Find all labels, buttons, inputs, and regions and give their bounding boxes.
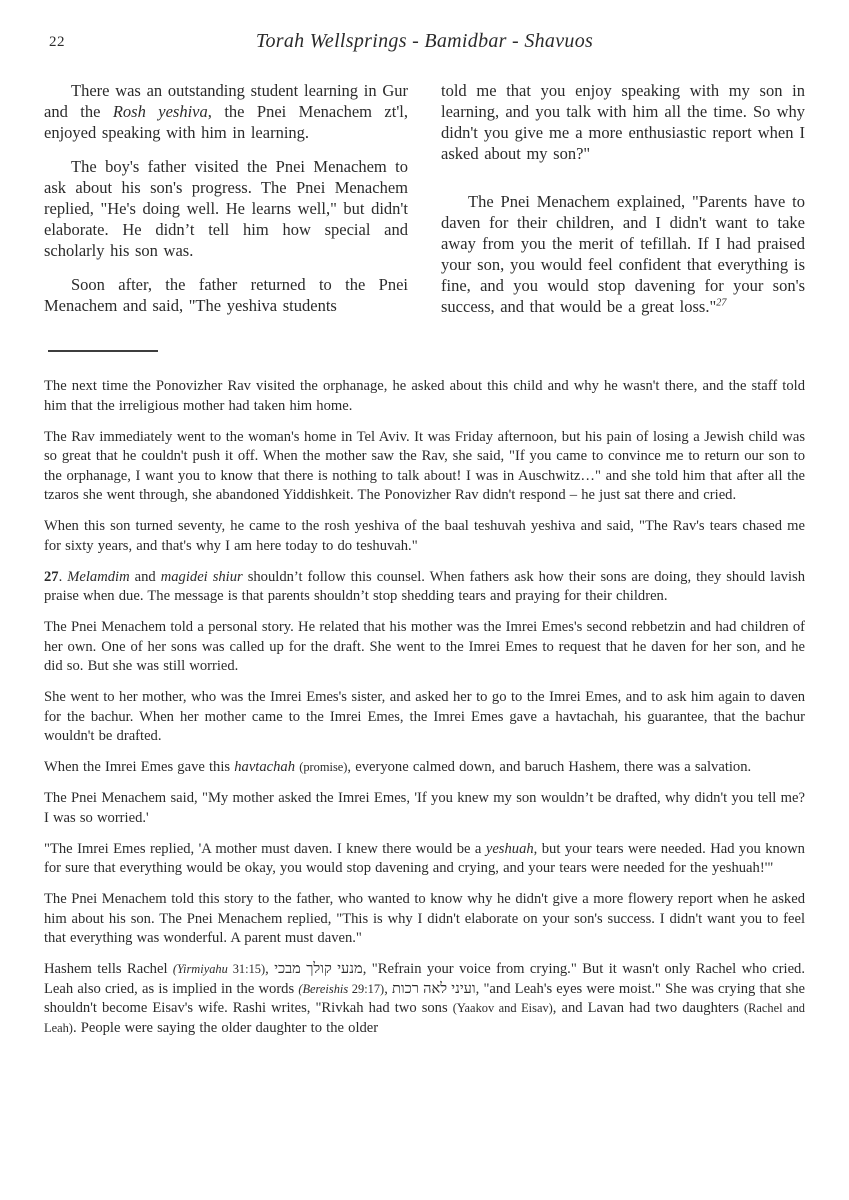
text-segment: The Pnei Menachem explained, "Parents have to daven for their children, and I didn't want to take away from you the merit of tefillah. If I had praised your son, you would feel confident that everything is fine, and you would stop davening for your son's success, and that would be a great loss." [441, 192, 805, 316]
hebrew-phrase: מנעי קולך מבכי [274, 961, 363, 977]
left-column [44, 80, 408, 317]
text-segment: and [129, 568, 161, 585]
footnote-reference: 27 [716, 297, 727, 309]
page-header [44, 30, 805, 60]
text-segment: (promise) [299, 760, 348, 774]
paragraph [44, 517, 805, 556]
text-segment: When the Imrei Emes gave this [44, 759, 235, 775]
text-segment: (Yaakov and Eisav) [452, 1001, 553, 1015]
text-segment: . [58, 568, 68, 585]
text-segment: , and Lavan had two daughters [552, 1000, 744, 1016]
text-segment: 31:15) [227, 962, 266, 976]
main-text [44, 80, 805, 317]
footnote-number: 27 [44, 568, 59, 585]
paragraph [44, 428, 805, 506]
text-segment: , the Pnei Menachem zt'l, enjoyed speaking with him in learning. [44, 102, 408, 142]
paragraph [44, 789, 805, 828]
paragraph [44, 274, 408, 316]
text-segment: shouldn’t follow this counsel. When fathers ask how their sons are doing, they should lavish praise when due. The message is that parents shouldn’t stop shedding tears and praying for their children. [44, 568, 805, 604]
text-segment: The Rav immediately went to the woman's home in Tel Aviv. It was Friday afternoon, but his pain of losing a Jewish child was so great that he couldn't push it off. When the mother saw the Rav, she said, "If you came to convince me to return our son to the orphanage, I want you to know that there is nothing to talk about! I was in Auschwitz…" and she told him that after all the tzaros she went through, she abandoned Yiddishkeit. The Ponovizher Rav didn't respond – he just sat there and cried. [44, 428, 805, 503]
right-column [441, 80, 805, 317]
text-segment: havtachah [234, 759, 296, 775]
text-segment: Rosh yeshiva [112, 102, 208, 121]
text-segment: , [384, 980, 393, 997]
text-segment: (Bereishis [298, 981, 349, 996]
paragraph [441, 80, 805, 164]
text-segment: , everyone calmed down, and baruch Hashem, there was a salvation. [347, 759, 752, 775]
text-segment: The Pnei Menachem told this story to the father, who wanted to know why he didn't give a more flowery report when he asked him about his son. The Pnei Menachem replied, "This is why I didn't elaborate on your son's success. I didn't want you to feel that everything was wonderful. A parent must daven." [44, 891, 805, 946]
text-segment: 29:17) [348, 981, 385, 996]
text-segment: She went to her mother, who was the Imrei Emes's sister, and asked her to go to the Imrei Emes, and to ask him again to daven for the bachur. When her mother came to the Imrei Emes, the Imrei Emes gave a havtachah, his guarantee, that the bachur wouldn't be drafted. [44, 689, 805, 744]
text-segment: , but your tears were needed. Had you known for sure that everything would be okay, you would stop davening and crying, and your tears were needed for the yeshuah!'" [44, 840, 805, 876]
paragraph [44, 377, 805, 416]
text-segment: The Pnei Menachem said, "My mother asked the Imrei Emes, 'If you knew my son wouldn’t be drafted, why didn't you tell me? I was so worried.' [44, 790, 805, 826]
text-segment: The boy's father visited the Pnei Menachem to ask about his son's progress. The Pnei Menachem replied, "He's doing well. He learns well," but didn't elaborate. He didn’t tell him how special and scholarly his son was. [44, 157, 408, 260]
paragraph [44, 618, 805, 677]
text-segment: "The Imrei Emes replied, 'A mother must daven. I knew there would be a [44, 840, 486, 857]
footnotes-section [44, 377, 805, 1038]
paragraph [441, 191, 805, 317]
text-segment: magidei shiur [160, 568, 243, 585]
footnote-divider [48, 350, 158, 352]
text-segment: The next time the Ponovizher Rav visited the orphanage, he asked about this child and why he wasn't there, and the staff told him that the irreligious mother had taken him home. [44, 378, 805, 414]
text-segment: , "Refrain your voice from crying." But it wasn't only Rachel who cried. Leah also cried, as is implied in the words [44, 961, 805, 997]
paragraph [44, 890, 805, 949]
paragraph [44, 80, 408, 143]
paragraph [44, 960, 805, 1038]
text-segment: , "and Leah's eyes were moist." She was crying that she shouldn't become Eisav's wife. Rashi writes, "Rivkah had two sons [44, 980, 806, 1016]
text-segment: The Pnei Menachem told a personal story. He related that his mother was the Imrei Emes's second rebbetzin and had children of her own. One of her sons was called up for the draft. She went to the Imrei Emes to request that he daven for her son, and he did so. But she was still worried. [44, 619, 805, 674]
text-segment: There was an outstanding student learning in Gur and the [44, 81, 408, 121]
hebrew-phrase: ועיני לאה רכות [392, 980, 476, 997]
text-segment: Hashem tells Rachel [44, 961, 173, 977]
page-title: Torah Wellsprings - Bamidbar - Shavuos [255, 30, 594, 52]
page-number: 22 [49, 34, 65, 50]
text-segment: Soon after, the father returned to the Pnei Menachem and said, "The yeshiva students [44, 275, 408, 315]
text-segment: (Yirmiyahu [172, 962, 228, 976]
text-segment: told me that you enjoy speaking with my son in learning, and you talk with him all the time. So why didn't you give me a more enthusiastic report when I asked about my son?" [441, 81, 805, 163]
text-segment: When this son turned seventy, he came to the rosh yeshiva of the baal teshuvah yeshiva and said, "The Rav's tears chased me for sixty years, and that's why I am here today to do teshuvah." [44, 518, 805, 554]
text-segment: (Rachel and Leah) [44, 1001, 805, 1035]
paragraph [44, 568, 805, 607]
paragraph [44, 840, 805, 879]
text-segment: yeshuah [485, 840, 534, 857]
text-segment: . People were saying the older daughter to the older [72, 1019, 379, 1036]
text-segment: Melamdim [67, 568, 130, 585]
text-segment: , [265, 961, 275, 977]
paragraph [44, 688, 805, 747]
paragraph [44, 156, 408, 261]
paragraph [44, 758, 805, 778]
